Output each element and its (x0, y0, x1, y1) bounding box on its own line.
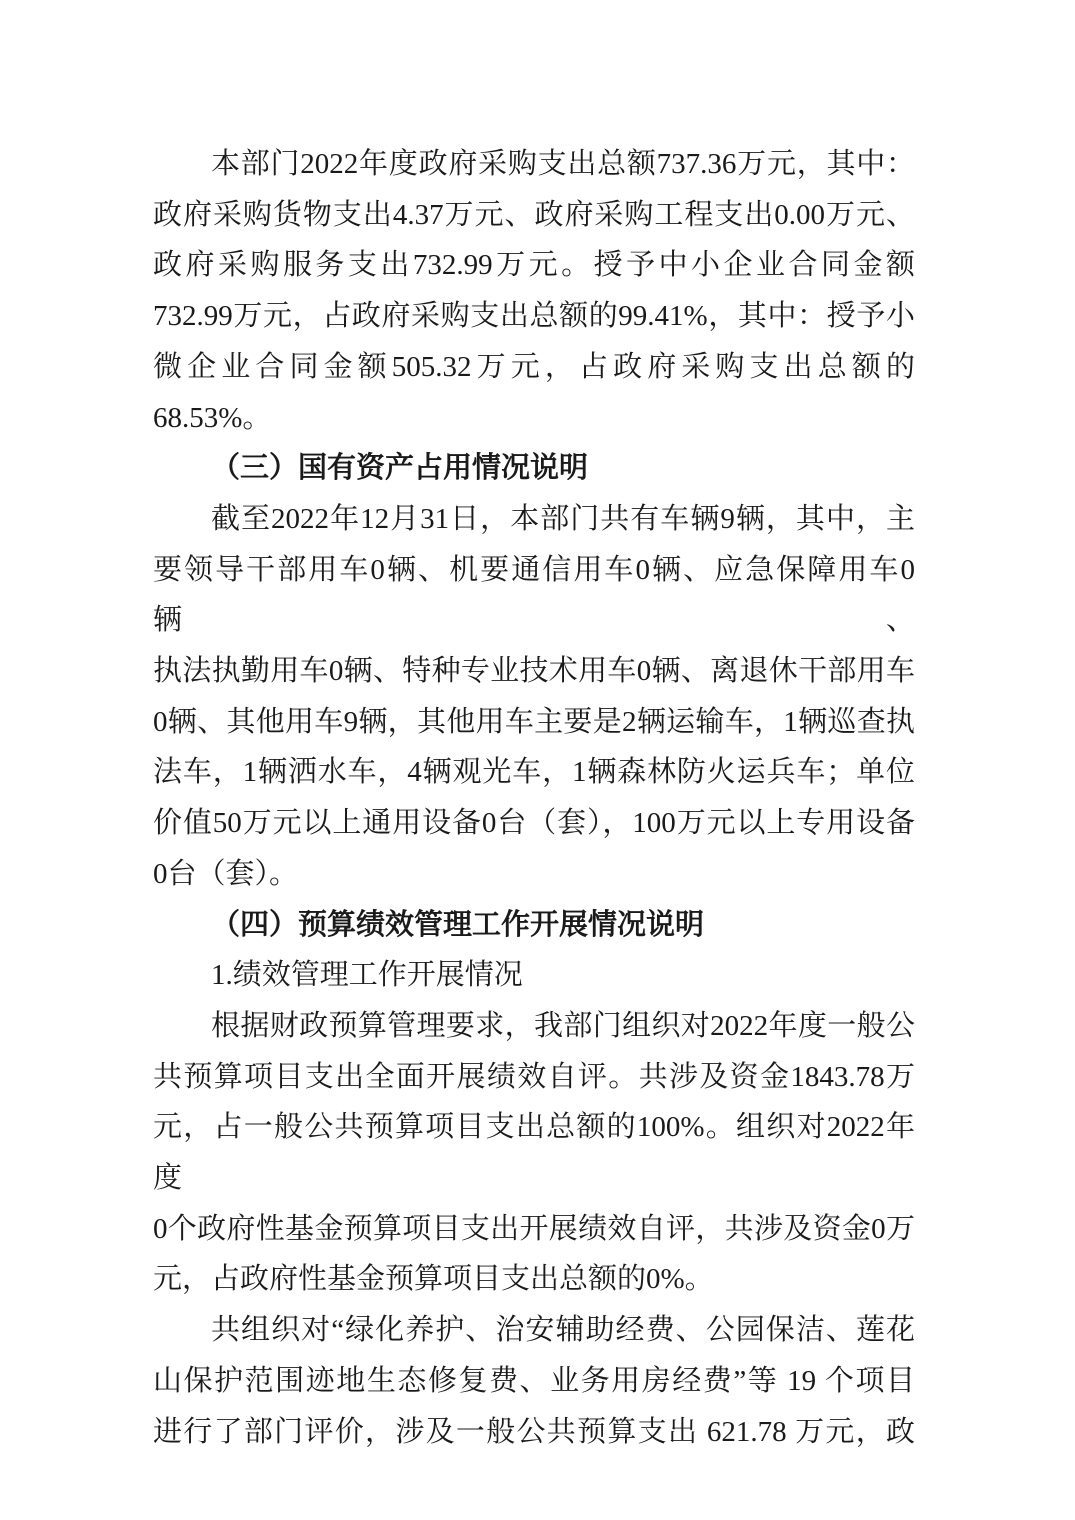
body-line: 价值50万元以上通用设备0台（套），100万元以上专用设备 (153, 807, 915, 840)
body-line: 山保护范围迹地生态修复费、业务用房经费”等 19 个项目 (153, 1364, 915, 1397)
body-line: 截至2022年12月31日，本部门共有车辆9辆，其中，主 (211, 502, 915, 535)
body-line: 0辆、其他用车9辆，其他用车主要是2辆运输车，1辆巡查执 (153, 705, 915, 738)
body-line: 元，占一般公共预算项目支出总额的100%。组织对2022年度 (153, 1111, 915, 1195)
body-line: 本部门2022年度政府采购支出总额737.36万元，其中： (211, 148, 915, 180)
body-line: 要领导干部用车0辆、机要通信用车0辆、应急保障用车0辆、 (153, 553, 915, 637)
section-heading-4: （四）预算绩效管理工作开展情况说明 (211, 908, 705, 941)
body-line: 进行了部门评价，涉及一般公共预算支出 621.78 万元，政 (153, 1415, 915, 1448)
body-line: 根据财政预算管理要求，我部门组织对2022年度一般公 (211, 1009, 915, 1042)
body-line: 微企业合同金额505.32万元，占政府采购支出总额的 (153, 350, 915, 383)
body-line: 68.53%。 (153, 401, 272, 434)
body-line: 政府采购货物支出4.37万元、政府采购工程支出0.00万元、 (153, 198, 915, 231)
body-line: 法车，1辆洒水车，4辆观光车，1辆森林防火运兵车；单位 (153, 756, 915, 789)
body-line: 共预算项目支出全面开展绩效自评。共涉及资金1843.78万 (153, 1060, 915, 1093)
body-line: 732.99万元，占政府采购支出总额的99.41%，其中：授予小 (153, 300, 915, 333)
body-line: 共组织对“绿化养护、治安辅助经费、公园保洁、莲花 (211, 1314, 915, 1347)
subsection-heading-1: 1.绩效管理工作开展情况 (211, 959, 523, 992)
body-line: 0个政府性基金预算项目支出开展绩效自评，共涉及资金0万 (153, 1212, 915, 1245)
body-line: 元，占政府性基金预算项目支出总额的0%。 (153, 1263, 714, 1296)
text-block (153, 139, 915, 1457)
body-line: 0台（套）。 (153, 857, 299, 890)
section-heading-3: （三）国有资产占用情况说明 (211, 452, 589, 485)
body-line: 政府采购服务支出732.99万元。授予中小企业合同金额 (153, 249, 915, 282)
body-line: 执法执勤用车0辆、特种专业技术用车0辆、离退休干部用车 (153, 655, 915, 688)
